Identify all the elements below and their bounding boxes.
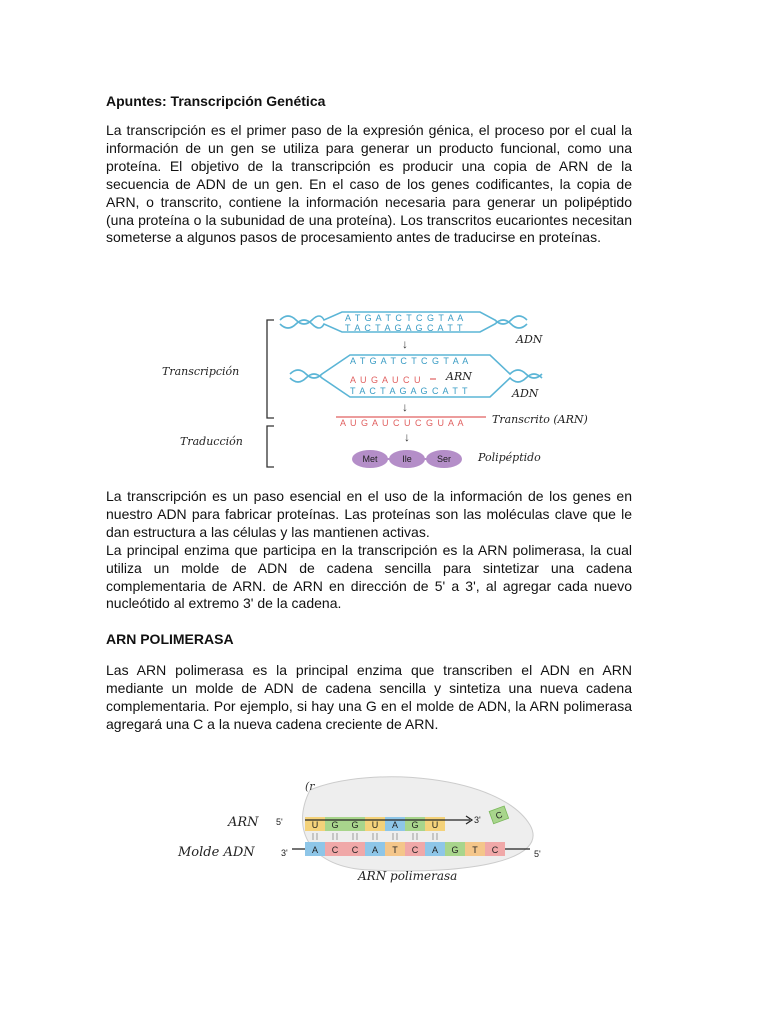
rna-base-letter: U (311, 820, 319, 830)
amino-acid-label: Ser (436, 454, 452, 464)
template-end-5: 5' (534, 849, 541, 859)
polymerase-label: ARN polimerasa (358, 869, 458, 883)
rna-base-letter: G (331, 820, 339, 830)
template-strand-label: Molde ADN (178, 845, 255, 860)
rna-strand-label: ARN (228, 815, 259, 830)
dna-base-letter: A (371, 845, 379, 855)
rna-partial-seq: A U G A U C U (350, 375, 422, 385)
bubble-top-seq: A T G A T C T C G T A A (350, 356, 470, 366)
paragraph-essential-a: La transcripción es un paso esencial en el uso de la información de los genes en nuestro ADN para fabricar proteínas. Las proteínas son las moléculas clave que le dan estructura a las células y las mantienen activas. (106, 488, 632, 540)
dna-base-letter: G (451, 845, 459, 855)
transcription-label: Transcripción (162, 365, 240, 378)
paragraph-polymerase: Las ARN polimerasa es la principal enzima que transcriben el ADN en ARN mediante un molde de ADN de cadena sencilla y sintetiza una nueva cadena complementaria. Por ejemplo, si hay una G en el molde de ADN, la ARN polimerasa agregará una C a la nueva cadena creciente de ARN. (106, 662, 632, 732)
document-title: Apuntes: Transcripción Genética (106, 93, 326, 109)
amino-acid-label: Met (362, 454, 378, 464)
dna-base-letter: A (431, 845, 439, 855)
dna-base-letter: T (472, 845, 478, 855)
polypeptide-chain (352, 450, 462, 468)
amino-acid-label: Ile (402, 454, 412, 464)
translation-bracket (267, 426, 274, 467)
rna-base-letter: U (431, 820, 439, 830)
translation-label: Traducción (180, 435, 243, 448)
transcript-seq: A U G A U C U C G U A A (340, 418, 465, 428)
rna-end-3: 3' (474, 815, 481, 825)
incoming-base-letter: C (494, 809, 504, 822)
transcription-diagram (150, 300, 610, 480)
dna-base-letter: A (311, 845, 319, 855)
rna-base-letter: G (351, 820, 359, 830)
paragraph-essential-b: La principal enzima que participa en la transcripción es la ARN polimerasa, la cual utiliza un molde de ADN de cadena sencilla para sintetizar una cadena complementaria de ARN. de ARN en dirección de 5' a 3', al agregar cada nuevo nucleótido al extremo 3' de la cadena. (106, 541, 632, 612)
section-heading: ARN POLIMERASA (106, 631, 234, 647)
dna-base-letter: T (392, 845, 398, 855)
bubble-bottom-seq: T A C T A G A G C A T T (350, 386, 469, 396)
transcript-label: Transcrito (ARN) (492, 413, 588, 426)
dna-label-mid: ADN (512, 387, 539, 400)
dna-base-letter: C (411, 845, 419, 855)
rna-base-letter: U (371, 820, 379, 830)
arrow-3: ↓ (404, 430, 410, 444)
dna-base-letter: C (331, 845, 339, 855)
dna-base-letter: C (491, 845, 499, 855)
rna-polymerase-diagram (170, 770, 570, 890)
polypeptide-label: Polipéptido (478, 451, 541, 464)
arrow-2: ↓ (402, 400, 408, 414)
rna-base-letter: G (411, 820, 419, 830)
dna-label-top: ADN (516, 333, 543, 346)
rna-end-5: 5' (276, 817, 283, 827)
arrow-1: ↓ (402, 337, 408, 351)
paragraph-essential (106, 488, 632, 613)
dna-top-seq-complement: T A C T A G A G C A T T (345, 323, 464, 333)
partial-mark: (r (305, 780, 315, 793)
rna-label: ARN (446, 370, 472, 383)
rna-base-letter: A (391, 820, 399, 830)
dna-top-seq: A T G A T C T C G T A A (345, 313, 465, 323)
dna-base-letter: C (351, 845, 359, 855)
transcription-bracket (267, 320, 274, 418)
template-end-3: 3' (281, 848, 288, 858)
intro-paragraph: La transcripción es el primer paso de la expresión génica, el proceso por el cual la información de un gen se utiliza para generar un producto funcional, como una proteína. El objetivo de la transcripción es producir una copia de ARN de la secuencia de ADN de un gen. En el caso de los genes codificantes, la copia de ARN, o transcrito, contiene la información necesaria para generar un polipéptido (una proteína o la subunidad de una proteína). Los transcritos eucariontes necesitan someterse a algunos pasos de procesamiento antes de traducirse en proteínas. (106, 122, 632, 246)
